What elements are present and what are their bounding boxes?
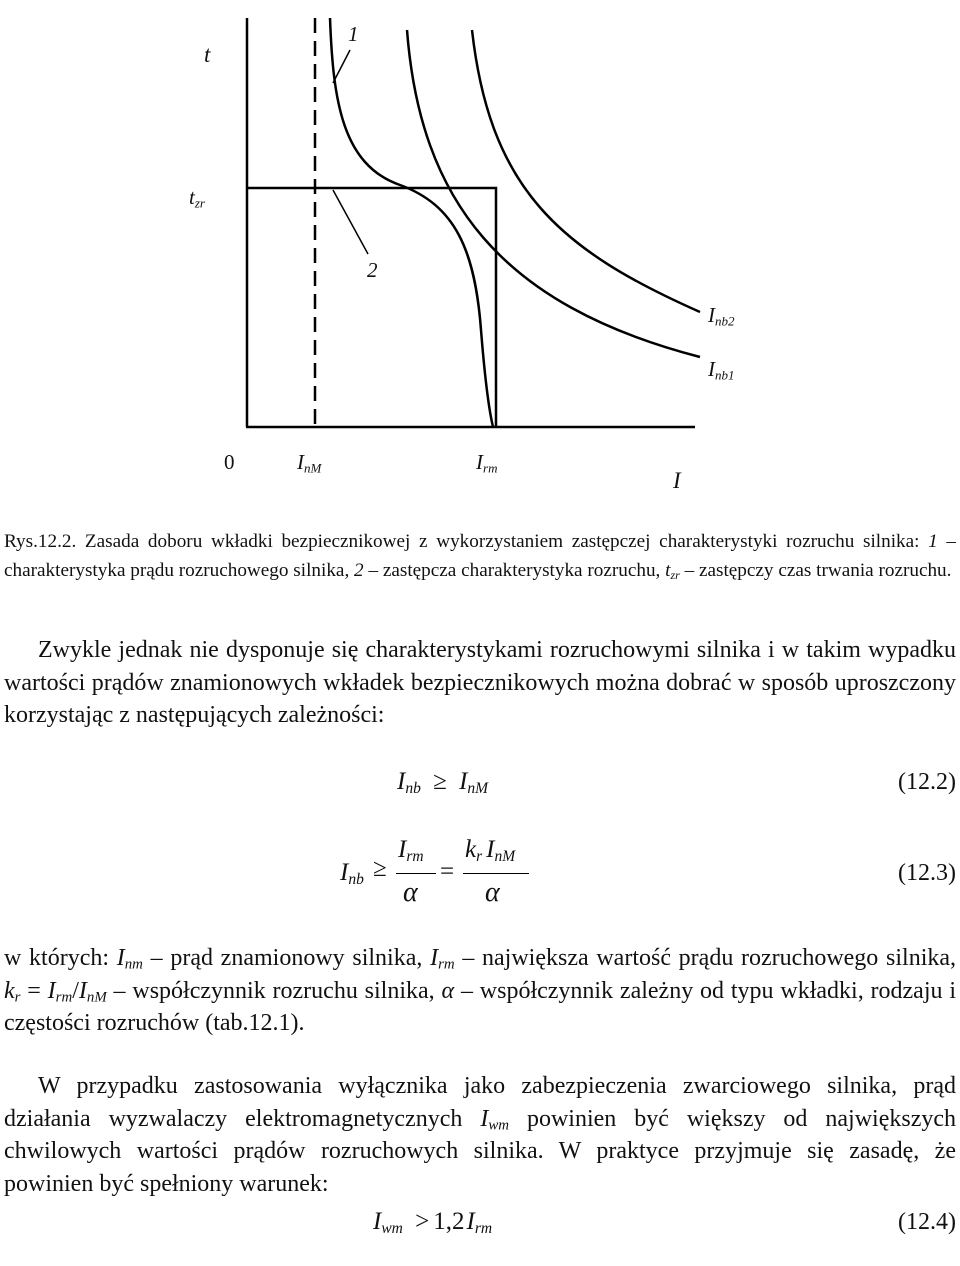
leader-line-2 <box>333 190 368 254</box>
equation-number-12-2: (12.2) <box>898 769 956 795</box>
inm-label: $I_{nM}$ <box>297 450 322 476</box>
eq3-den2: α <box>485 877 500 908</box>
caption-number: Rys.12.2. <box>4 531 77 552</box>
curve-label-1: 1 <box>348 22 359 46</box>
eq3-num1: $I_{rm}$ <box>398 836 424 865</box>
inb1-curve <box>407 30 700 357</box>
origin-label: 0 <box>224 450 235 474</box>
inb2-label: $I_{nb2}$ <box>708 303 735 329</box>
substitute-rectangle <box>247 188 496 427</box>
paragraph-2: w których: $I_{nm}$ – prąd znamionowy silnika, $I_{rm}$ – największa wartość prądu rozruchowego silnika, $k_r = I_{rm}/I_{nM}$ – współczynnik rozruchu silnika, α – współczynnik zależny od typu wkładki, rodzaju i częstości rozruchów (tab.12.1). <box>4 945 957 1036</box>
equation-12-2: $I_{nb} \ge I_{nM}$ <box>397 768 489 797</box>
curve-label-2: 2 <box>367 258 378 282</box>
eq3-den1: α <box>403 877 418 908</box>
paragraph-3: W przypadku zastosowania wyłącznika jako zabezpieczenia zwarciowego silnika, prąd działania wyzwalaczy elektromagnetycznych $I_{wm}$ powinien być większy od największych chwilowych wartości prądów rozruchowych silnika. W praktyce przyjmuje się zasadę, że powinien być spełniony warunek: <box>4 1073 957 1197</box>
equation-number-12-4: (12.4) <box>898 1209 956 1235</box>
eq3-geq: ≥ <box>373 855 387 882</box>
y-axis-label: t <box>204 42 211 67</box>
eq3-lhs: $I_{nb}$ <box>340 859 364 888</box>
figure-caption: Rys.12.2. Zasada doboru wkładki bezpiecznikowej z wykorzystaniem zastępczej charakterystyki rozruchu silnika: 1 – charakterystyka prądu rozruchowego silnika, 2 – zastępcza charakterystyka rozruchu, $t_{zr}$ – zastępczy czas trwania rozruchu. <box>4 531 957 582</box>
eq3-fraction-bar-1 <box>396 873 436 874</box>
figure-diagram <box>0 0 960 500</box>
curve-1 <box>330 18 493 427</box>
leader-line-1 <box>333 50 350 83</box>
tzr-label: $t_{zr}$ <box>189 185 205 211</box>
paragraph-1: Zwykle jednak nie dysponuje się charakterystykami rozruchowymi silnika i w takim wypadku wartości prądów znamionowych wkładek bezpiecznikowych można dobrać w sposób uproszczony korzystając z następujących zależności: <box>4 637 956 728</box>
x-axis-label: I <box>673 468 681 493</box>
eq3-fraction-bar-2 <box>463 873 529 874</box>
inb2-curve <box>472 30 700 312</box>
eq3-num2: $k_r$ $I_{nM}$ <box>465 836 516 865</box>
equation-number-12-3: (12.3) <box>898 860 956 886</box>
eq3-equals: = <box>440 858 455 885</box>
inb1-label: $I_{nb1}$ <box>708 357 735 383</box>
equation-12-4: $I_{wm} > 1,2I_{rm}$ <box>373 1208 493 1237</box>
irm-label: $I_{rm}$ <box>476 450 498 476</box>
